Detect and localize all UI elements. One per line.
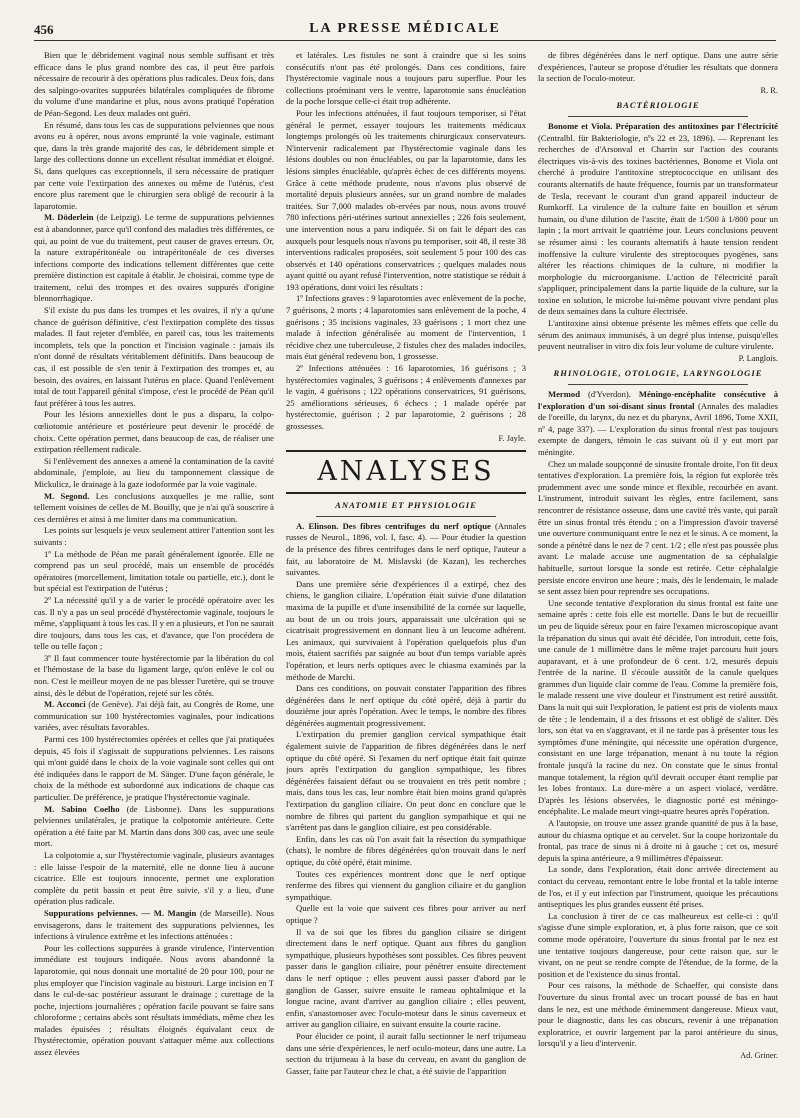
speaker-name: — M. Mangin — [137, 907, 197, 918]
paragraph: L'antitoxine ainsi obtenue présente les mêmes effets que celle du sérum des animaux immunisés, à un degré plus intense, puisqu'elles peuvent neutraliser in vitro dix fois leur volume de culture virulente. — [538, 318, 778, 352]
paragraph: 3º Il faut commencer toute hystérectomie par la libération du col et l'hémostase de la base du ligament large, qu'on enlève le col ou non. C'est le meilleur moyen de ne pas blesser l'uretère, qui se trouve ainsi, dès le début de l'opération, rejeté sur les côtés. — [34, 652, 274, 698]
paragraph: Toutes ces expériences montrent donc que le nerf optique renferme des fibres qui viennent du ganglion ciliaire et du ganglion sympathique. — [286, 868, 526, 902]
paragraph-text: (de Genève). J'ai déjà fait, au Congrès de Rome, une communication sur 100 hystérectomies vaginales, pour indications variées, avec résultats favorables. — [34, 699, 274, 733]
subsection-title: Suppurations pelviennes. — [44, 907, 138, 918]
paragraph: A l'autopsie, on trouve une assez grande quantité de pus à la base, autour du chiasma optique et au cervelet. Sur la coupe horizontale du frontal, pas trace de sinus ni à droite ni à gauche ; cet os, mesuré depuis la spina antérieure, a 9 millimètres d'épaisseur. — [538, 818, 778, 863]
paragraph: Une seconde tentative d'exploration du sinus frontal est faite une semaine après : cette fois elle est mortelle. Dans le but de recueillir un peu de liquide séreux pour en faire l'examen microscopique avant la trépanation du sinus qui avait été décidée, l'on introduit, cette fois, une canule de 1 millimètre dans le même trajet parcouru huit jours auparavant, et à une profondeur de 6 cent. 1/2, mesurés depuis l'entrée de la narine. Il s'écoule aussitôt de la canule quelques grammes d'un liquide clair comme de l'eau. Comme la première fois, le malade ressent une vive douleur et l'instrument est retiré aussitôt. Dans la nuit qui suit l'exploration, le patient est pris de violents maux de tête ; le lendemain, il a des frissons et est obligé de s'aliter. Dès lors, son état va en s'aggravant, et il ne tarde pas à présenter tous les symptômes d'une méningite, qui nécessite une opération d'urgence, consistant en une large trépanation, menant à nu toute la région frontale jusqu'à la racine du nez. On constate que le sinus frontal manque totalement, la région qu'il devrait occuper étant remplie par les lobes frontaux. La dure-mère a un aspect violacé, verdâtre. D'après les lésions observées, le diagnostic porté est méningo-encéphalite. Le malade meurt vingt-quatre heures après l'opération. — [538, 597, 778, 817]
paragraph — [34, 699, 274, 734]
paragraph: Quelle est la voie que suivent ces fibres pour arriver au nerf optique ? — [286, 903, 526, 925]
paragraph — [34, 212, 274, 305]
paragraph-text: (Annales des maladies de l'oreille, du larynx, du nez et du pharynx, Avril 1896, Tome XXII, nº 4, page 337). — L'exploration du sinus frontal n'est pas toujours exempte de dangers, témoin le cas suivant où il y eut mort par méningite. — [538, 400, 778, 457]
paragraph — [34, 908, 274, 943]
paragraph: Enfin, dans les cas où l'on avait fait la résection du sympathique (chats), le nombre de fibres dégénérées qu'on trouvait dans le nerf optique, du côté opéré, était minime. — [286, 833, 526, 867]
paragraph — [286, 521, 526, 579]
column-right — [538, 50, 778, 1110]
paragraph — [34, 491, 274, 526]
paragraph: En résumé, dans tous les cas de suppurations pelviennes que nous avons eu à opérer, nous avons emprunté la voie vaginale, estimant que, dans la très grande majorité des cas, le débridement simple et large des collections donne un excellent résultat immédiat et éloigné. Si, dans quelques cas exceptionnels, il sera nécessaire de pratiquer par cette voie l'extirpation des annexes ou même de l'utérus, c'est encore plus rarement que le chirurgien sera obligé de recourir à la laparotomie. — [34, 119, 274, 211]
paragraph: Parmi ces 100 hystérectomies opérées et celles que j'ai pratiquées depuis, 45 fois il s'agissait de suppurations pelviennes. Les raisons qui m'ont guidé dans le choix de la voie vaginale sont celles qui ont été indiquées dans le rapport de M. Sänger. D'une façon générale, le choix de la méthode est subordonné aux indications de chaque cas particulier. De préférence, je pratique l'hystérectomie vaginale. — [34, 734, 274, 802]
paragraph — [538, 121, 778, 318]
column-middle — [286, 50, 526, 1110]
paragraph: de fibres dégénérées dans le nerf optique. Dans une autre série d'expériences, l'auteur se propose d'étudier les résultats que donnera la section de l'oculo-moteur. — [538, 50, 778, 84]
paragraph: Pour les infections atténuées, il faut toujours temporiser, si l'état général le permet, essayer toujours les traitements médicaux longtemps prolongés où les traitements chirurgicaux conservateurs. N'intervenir radicalement par l'hystérectomie vaginale dans les lésions doubles ou non énucléables, ou par la laparotomie, dans les lésions simples énucléable, qu'après échec de ces différents moyens. Grâce à cette méthode prudente, nous n'avons plus observé de mortalité depuis plusieurs années, sur un grand nombre de malades traitées. Sur 7,000 malades ob-ervées par nous, nous avons trouvé 780 infections péri-utérines surtout annexielles ; 226 fois seulement, une intervention nous a paru indiquée. Si on fait le départ des cas auxquels pour lesquels nous n'avons pu temporiser, soit 48, il reste 38 interventions radicales proposées, soit seulement 5 pour 100 des cas observés et 140 opérations conservatrices ; quelques malades nous ayant quitté ou ayant refusé l'intervention, notre statistique se réduit à 193 opérations, dont voici les résultats : — [286, 107, 526, 292]
divider — [568, 116, 748, 117]
speaker-name: M. Segond. — [44, 490, 90, 501]
paragraph: S'il existe du pus dans les trompes et les ovaires, il n'y a qu'une chance de guérison définitive, c'est l'extirpation complète des tissus malades. Il faut rejeter d'emblée, en pareil cas, tous les traitements incomplets, tels que la ponction et l'incision vaginale : jamais ils n'ont donné de résultats véritablement définitifs. Dans beaucoup de cas, il est possible de s'en tenir à l'extirpation des trompes et, au besoin, des ovaires, en laissant l'utérus en place. Quand l'enlèvement total de tout l'appareil génital s'impose, c'est le procédé de Péan qu'il faut préférer à tous les autres. — [34, 305, 274, 408]
paragraph: Bien que le débridement vaginal nous semble suffisant et très efficace dans le plus grand nombre des cas, il peut être parfois nécessaire de recourir à des opérations plus radicales. Deux fois, dans des salpingo-ovarites suppurées bilatérales compliquées de fibrome du volume d'une mandarine et plus, nous avons pratiqué l'opération de Péan-Segond. Les deux malades ont guéri. — [34, 50, 274, 118]
paragraph — [538, 389, 778, 459]
paragraph-text: (de Marseille). Nous envisagerons, dans le traitement des suppurations pelviennes, les infections à virulence extrême et les infections atténuées : — [34, 907, 274, 942]
paragraph: 1º La méthode de Péan me paraît généralement ignorée. Elle ne comprend pas un seul procédé, mais un ensemble de procédés opératoires (morcellement, limitation totale ou partielle, etc.), dont le but spécial est l'extirpation de l'utérus ; — [34, 548, 274, 594]
paragraph: 2º Infections atténuées : 16 laparotomies, 16 guérisons ; 3 hystérectomies vaginales, 3 guérisons ; 4 enlèvements d'annexes par le vagin, 4 guérisons ; 122 opérations conservatrices, 91 guérisons, 25 améliorations sérieuses, 6 échecs ; 1 malade opérée par hystérectomie, guérison ; 2 par laparotomie, 2 guérisons ; 28 grossesses. — [286, 363, 526, 431]
paragraph-text: (de Leipzig). Le terme de suppurations pelviennes est à abandonner, parce qu'il confond des maladies très différentes, ce qui, au point de vue du traitement, peut causer de graves erreurs. Or, la nature extrapéritonéale ou intrapéritonéale de ces diverses infections comporte des indications tellement différentes que cette première distinction est capitale à établir. Je choisirai, comme type de traitement, celui des trompes et des ovaires suppurés d'origine blennorrhagique. — [34, 212, 274, 304]
article-title: Des fibres centrifuges du nerf optique — [338, 520, 491, 531]
divider — [316, 516, 496, 517]
divider — [568, 384, 748, 385]
speaker-name: M. Sabino Coelho — [44, 803, 120, 814]
author-name: A. Elinson. — [296, 520, 339, 531]
paragraph: Chez un malade soupçonné de sinusite frontale droite, l'on fit deux tentatives d'exploration. La première fois, la région fut explorée très prudemment avec une sonde mince et flexible, recourbée en avant. L'instrument, introduit suivant les règles, entre facilement, sans rencontrer de résistance osseuse, dans une cavité très vaste, qui paraît être un sinus frontal très étendu ; on a l'impression d'avoir traversé une ouverture communiquant entre le nez et le sinus. A ce moment, la sonde a pénétré dans le nez de 7 cent. 1/2 ; elle n'est pas poussée plus avant. Le malade accuse une augmentation de sa céphalalgie habituelle, surtout lorsque la sonde est retirée. Cette céphalalgie persiste encore environ une heure ; mais, dès le lendemain, le malade se sent assez bien pour reprendre ses occupations. — [538, 458, 778, 597]
article-title: Méningo-encéphalite consécutive à l'exploration d'un soi-disant sinus frontal — [538, 389, 778, 411]
paragraph: Il va de soi que les fibres du ganglion ciliaire se dirigent directement dans le nerf optique. Quant aux fibres du ganglion sympathique, plusieurs hypothèses sont possibles. Ces fibres peuvent passer dans le ganglion ciliaire, pour pénétrer ensuite directement dans le nerf optique ; elles peuvent aussi passer d'abord par le ganglion de Gasser, suivre ensuite le rameau ophtalmique et la longue racine, avant d'arriver au ganglion ciliaire ; elles peuvent, enfin, s'anastomoser avec l'oculo-moteur dans le sinus caverneux et arriver au ganglion ciliaire, en suivant ensuite la courte racine. — [286, 926, 526, 1030]
page-header — [34, 18, 776, 41]
paragraph: La conclusion à tirer de ce cas malheureux est celle-ci : qu'il s'agisse d'une simple exploration, et, à plus forte raison, que ce soit comme mode opératoire, l'ouverture du sinus frontal par le nez est une tentative toujours dangereuse, pour cette raison que, sur le vivant, on ne peut se rendre compte de l'étendue, de la forme, de la position et de l'existence du sinus frontal. — [538, 910, 778, 979]
author-name: Bonome et Viola. — [548, 120, 613, 131]
paragraph: Pour élucider ce point, il aurait fallu sectionner le nerf trijumeau dans une série d'expériences, le nerf oculo-moteur, dans une autre. La section du trijumeau à la base du cerveau, en avant du ganglion de Gasser, faite par l'auteur chez le chat, a été suivie de l'apparition — [286, 1030, 526, 1076]
paragraph: L'extirpation du premier ganglion cervical sympathique était également suivie de l'apparition de fibres dégénérées dans le nerf optique du côté opéré. Si l'examen du nerf optique était fait quinze jours après l'extirpation du ganglion sympathique, les fibres dégénérées faisaient défaut ou se trouvaient en très petit nombre ; mais, dans tous les cas, leur nombre était bien moins grand qu'après l'extirpation du ganglion ciliaire. On peut donc en conclure que le nombre de fibres qui partent du ganglion sympathique et qui ne s'arrêtent pas dans le ganglion ciliaire, est peu considérable. — [286, 729, 526, 833]
paragraph — [34, 804, 274, 850]
paragraph: Pour ces raisons, la méthode de Schaeffer, qui consiste dans l'ouverture du sinus frontal avec un trocart poussé de bas en haut dans le nez, est une méthode éminemment dangereuse. Mieux vaut, pour le diagnostic, dans les cas obscurs, revenir à une trépanation exploratrice, et ouvrir largement par la paroi antérieure du sinus, lorsqu'il y a lieu d'intervenir. — [538, 980, 778, 1049]
author-signature: Ad. Griner. — [740, 1050, 778, 1060]
section-banner: ANALYSES — [286, 450, 526, 494]
section-heading: RHINOLOGIE, OTOLOGIE, LARYNGOLOGIE — [553, 368, 763, 379]
author-signature: R. R. — [760, 85, 778, 95]
paragraph: Dans ces conditions, on pouvait constater l'apparition des fibres dégénérées dans le nerf optique du côté opéré, déjà à partir du douzième jour après l'opération. Avec le temps, le nombre des fibres dégénérées augmentait progressivement. — [286, 683, 526, 728]
paragraph: et latérales. Les fistules ne sont à craindre que si les soins consécutifs n'ont pas été prolongés. Dans ces conditions, faire l'hystérectomie vaginale nous a toujours paru superflue. Pour les collections proéminant vers le ventre, laparotomie sans énucléation de la poche lorsque celle-ci était trop adhérente. — [286, 50, 526, 107]
paragraph: Pour les collections suppurées à grande virulence, l'intervention immédiate est toujours indiquée. Nous avons abandonné la laparotomie, qui nous donnait une mortalité de 20 pour 100, pour ne plus employer que l'incision vaginale au bistouri. Large incision en T dans le cul-de-sac postérieur assurant le drainage ; curettage de la poche, injections journalières ; opération facile pouvant se faire sans chloroforme ; certains abcès sont résultats immédiats, même chez les malades épuisées ; résultats éloignés équivalant ceux de l'hystérectomie, opération pouvant s'attaquer même aux collections assez élevées — [34, 942, 274, 1058]
paragraph: 2º La nécessité qu'il y a de varier le procédé opératoire avec les cas. Il n'y a pas un seul procédé d'hystérectomie vaginale, toujours le même, s'appliquant à tous les cas. Il y en a plusieurs, et l'on ne saurait dire toujours, dans tous les cas, et d'avance, que l'on procédera de telle ou telle façon ; — [34, 594, 274, 652]
article-title: Préparation des antitoxines par l'électricité — [612, 120, 778, 131]
paragraph-text: (de Lisbonne). Dans les suppurations pelviennes unilatérales, je pratique la colpotomie antérieure. Cette opération a été faite par M. Martin dans dons 300 cas, avec une seule mort. — [34, 803, 274, 849]
author-signature: F. Jayle. — [498, 433, 526, 443]
paragraph: Les points sur lesquels je veux seulement attirer l'attention sont les suivants : — [34, 525, 274, 547]
speaker-name: M. Acconci — [44, 699, 86, 710]
page-number: 456 — [34, 22, 54, 37]
journal-title: LA PRESSE MÉDICALE — [309, 21, 501, 36]
paragraph-text: Les conclusions auxquelles je me rallie, sont tellement voisines de celles de M. Bouilly, que je n'ai qu'à souscrire à ces dernières et ainsi à me limiter dans ma communication. — [34, 490, 274, 524]
section-heading: ANATOMIE ET PHYSIOLOGIE — [335, 500, 477, 511]
paragraph: 1º Infections graves : 9 laparotomies avec enlèvement de la poche, 7 guérisons, 2 morts ; 4 laparotomies sans enlèvement de la poche, 4 guérisons ; 35 incisions vaginales, 33 guérisons ; 1 mort chez une malade à infection généralisée au moment de l'intervention, 1 récidive chez une tuberculeuse, 2 fistules chez des malades indociles, mais état général redevenu bon, 1 grossesse. — [286, 293, 526, 362]
paragraph: La sonde, dans l'exploration, était donc arrivée directement au contact du cerveau, remontant entre le lobe frontal et la table interne de l'os, et il y eut infection par l'instrument, quoique les précautions antiseptiques les plus grandes eussent été prises. — [538, 864, 778, 910]
author-origin: (d'Yverdon). — [579, 389, 639, 400]
author-signature: P. Langlois. — [738, 353, 778, 363]
section-heading: BACTÉRIOLOGIE — [616, 100, 700, 111]
speaker-name: M. Döderlein — [44, 212, 94, 223]
author-name: Mermod — [548, 389, 580, 400]
paragraph-text: (Centralbl. für Bakteriologie, nºs 22 et 23, 1896). — Reprenant les recherches de d'Arsonval et Charrin sur l'action des courants électriques vis-à-vis des toxines bactériennes, Bonome et Viola ont cherché à produire l'antitoxine streptococcique en utilisant des courants alternatifs de haute fréquence, fournis par un transformateur de Tesla, recevant le courant d'un grand appareil inducteur de Rumkorff. La virulence de la culture faite en bouillon et sérum humain, ou d'une dilution de l'ascite, était de 1/500 à 1/800 pour un lapin ; la mort arrivait le quatrième jour. Leurs conclusions peuvent se résumer ainsi : les courants alternatifs à haute tension rendent inoffensive la culture virulente des streptocoques pyogènes, sans altérer les réactions chimiques de la culture, ni modifier la morphologie du microorganisme. L'action de l'électricité paraît s'appliquer, principalement dans la partie liquide de la culture, sur la toxine en solution, le microbe lui-même pouvant vivre pendant plus de deux semaines dans la culture électrisée. — [538, 132, 778, 317]
paragraph: Si l'enlèvement des annexes a amené la contamination de la cavité abdominale, j'emploie, au lieu du tamponnement classique de Mickulicz, le drainage à la gaze iodoformée par la voie vaginale. — [34, 455, 274, 489]
paragraph: Pour les lésions annexielles dont le pus a disparu, la colpo-cœliotomie antérieure et postérieure peut devenir le procédé de choix. Cette opération permet, dans beaucoup de cas, de réaliser une extirpation réellement radicale. — [34, 409, 274, 455]
column-left — [34, 50, 274, 1110]
paragraph: La colpotomie a, sur l'hystérectomie vaginale, plusieurs avantages : elle laisse l'espoir de la maternité, elle ne donne lieu à aucune cicatrice. Elle est toujours innocente, permet une exploration complète du petit bassin et peut être suivie, s'il y a lieu, d'une opération plus radicale. — [34, 849, 274, 907]
paragraph-text: (Annales russes de Neurol., 1896, vol. I, fasc. 4). — Pour étudier la question de la présence des fibres centrifuges dans le nerf optique, l'auteur a fait, au laboratoire de M. Mislavski (de Kazan), les recherches suivantes. — [286, 520, 526, 578]
paragraph: Dans une première série d'expériences il a extirpé, chez des chiens, le ganglion ciliaire. L'opération était suivie d'une dilatation maxima de la pupille et d'une insensibilité de la cornée sur laquelle, au bout de un ou trois jours, apparaissait une ulcération qui se cicatrisait progressivement en donnant lieu à un leucome adhérent. Les animaux, qui survivaient à l'opération quelquefois plus d'un mois, étaient sacrifiés par saignée au bout d'un temps variable après l'opération, et leurs nerfs optiques avec le chiasma examinés par la méthode de Marchi. — [286, 578, 526, 682]
